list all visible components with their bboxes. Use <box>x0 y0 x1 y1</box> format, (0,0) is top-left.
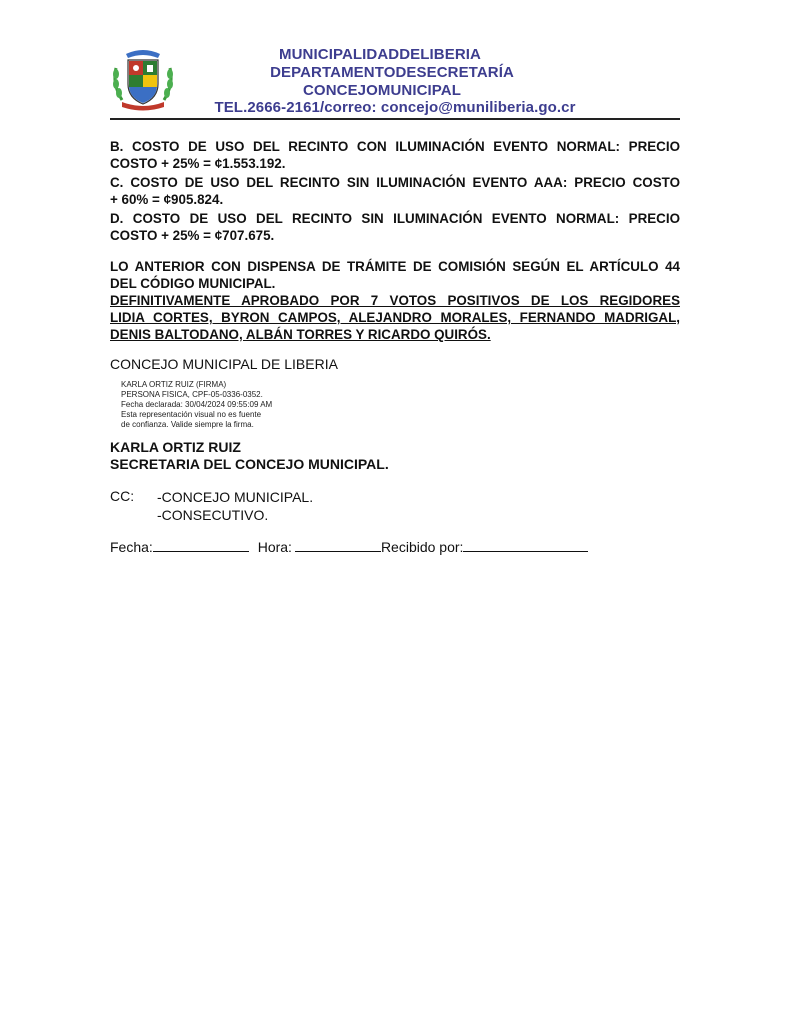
received-by-blank <box>463 537 588 552</box>
digital-signature-block <box>121 380 272 430</box>
signatory-name: KARLA ORTIZ RUIZ <box>110 439 241 455</box>
dispensa-paragraph <box>110 258 680 292</box>
time-label: Hora: <box>257 539 292 555</box>
time-blank <box>295 537 381 552</box>
item-c <box>110 174 680 208</box>
cc-label: CC: <box>110 488 135 504</box>
cc-item: -CONCEJO MUNICIPAL. <box>157 489 314 505</box>
item-c-line1: C. COSTO DE USO DEL RECINTO SIN ILUMINACIÓN EVENTO AAA: PRECIO COSTO <box>110 175 680 190</box>
cc-item: -CONSECUTIVO. <box>157 507 269 523</box>
receipt-line <box>110 537 588 555</box>
approval-paragraph <box>110 292 680 343</box>
item-d <box>110 210 680 244</box>
cc-list <box>157 488 313 524</box>
header-council: CONCEJOMUNICIPAL <box>303 82 461 99</box>
approval-line3: DENIS BALTODANO, ALBÁN TORRES Y RICARDO QUIRÓS. <box>110 327 491 342</box>
signature-line: Fecha declarada: 30/04/2024 09:55:09 AM <box>121 400 273 409</box>
municipal-crest-icon <box>110 46 176 112</box>
header-department: DEPARTAMENTODESECRETARÍA <box>270 64 514 81</box>
signature-line: de confianza. Valide siempre la firma. <box>121 420 254 429</box>
header-divider <box>110 118 680 120</box>
item-d-line2: COSTO + 25% = ¢707.675. <box>110 228 275 243</box>
item-b <box>110 138 680 172</box>
header-contact: TEL.2666-2161/correo: concejo@muniliberia.go.cr <box>214 99 576 116</box>
item-d-line1: D. COSTO DE USO DEL RECINTO SIN ILUMINACIÓN EVENTO NORMAL: PRECIO <box>110 211 680 226</box>
item-c-line2: + 60% = ¢905.824. <box>110 192 224 207</box>
dispensa-line1: LO ANTERIOR CON DISPENSA DE TRÁMITE DE COMISIÓN SEGÚN EL ARTÍCULO 44 <box>110 259 680 274</box>
dispensa-line2: DEL CÓDIGO MUNICIPAL. <box>110 276 276 291</box>
signature-line: Esta representación visual no es fuente <box>121 410 262 419</box>
received-by-label: Recibido por: <box>380 539 464 555</box>
signature-line: PERSONA FISICA, CPF-05-0336-0352. <box>121 390 263 399</box>
signatory-title: SECRETARIA DEL CONCEJO MUNICIPAL. <box>110 456 389 472</box>
approval-line2: LIDIA CORTES, BYRON CAMPOS, ALEJANDRO MORALES, FERNANDO MADRIGAL, <box>110 310 680 325</box>
item-b-line1: B. COSTO DE USO DEL RECINTO CON ILUMINACIÓN EVENTO NORMAL: PRECIO <box>110 139 680 154</box>
date-label: Fecha: <box>110 539 153 555</box>
header-municipality: MUNICIPALIDADDELIBERIA <box>279 46 481 63</box>
council-label: CONCEJO MUNICIPAL DE LIBERIA <box>110 356 338 372</box>
signatory-block <box>110 439 389 473</box>
approval-line1: DEFINITIVAMENTE APROBADO POR 7 VOTOS POSITIVOS DE LOS REGIDORES <box>110 293 680 308</box>
item-b-line2: COSTO + 25% = ¢1.553.192. <box>110 156 286 171</box>
signature-line: KARLA ORTIZ RUIZ (FIRMA) <box>121 380 227 389</box>
date-blank <box>153 537 249 552</box>
